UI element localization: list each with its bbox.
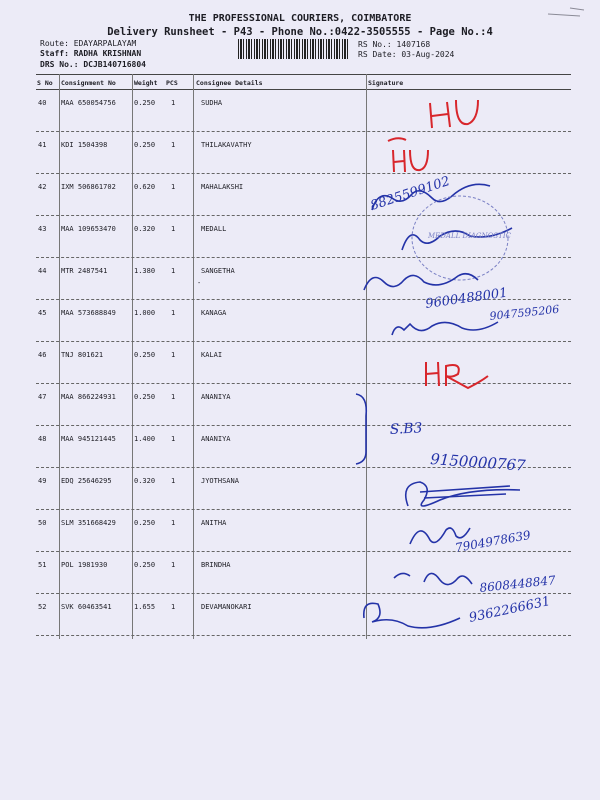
row-consignment: SVK 60463541 (61, 603, 112, 611)
row-consignment: MAA 109653470 (61, 225, 116, 233)
handwritten-phone: 7904978639 (454, 527, 532, 555)
row-consignee: ANANIYA (201, 393, 231, 401)
row-sno: 48 (38, 435, 47, 443)
mark-text: HU (435, 110, 455, 129)
row-sno: 50 (38, 519, 47, 527)
route-label: Route: EDAYARPALAYAM (40, 39, 137, 48)
handwritten-phone: 9047595206 (488, 302, 560, 323)
row-sno: 42 (38, 183, 47, 191)
row-consignee: ANITHA (201, 519, 227, 527)
row-sno: 40 (38, 99, 47, 107)
col-header-consignment: Consignment No (61, 79, 116, 87)
rs-date: RS Date: 03-Aug-2024 (358, 50, 455, 59)
row-weight: 0.320 (134, 225, 156, 233)
signature-scribble (364, 603, 460, 628)
handwritten-mark-hr (426, 362, 488, 390)
row-weight: 1.655 (134, 603, 156, 611)
company-title: THE PROFESSIONAL COURIERS, COIMBATORE (188, 13, 412, 24)
col-header-sno: S No (37, 79, 53, 87)
row-consignment: IXM 506861702 (61, 183, 116, 191)
row-weight: 1.380 (134, 267, 156, 275)
row-pcs: 1 (171, 393, 176, 401)
row-weight: 0.320 (134, 477, 156, 485)
row-pcs: 1 (171, 99, 176, 107)
row-weight: 0.250 (134, 519, 156, 527)
row-weight: 0.250 (134, 99, 156, 107)
col-header-pcs: PCS (166, 79, 178, 87)
handwritten-phone: 8825599102 (368, 173, 452, 214)
stamp-text: MEDALL DIAGNOSTIC (428, 232, 511, 240)
row-weight: 1.000 (134, 309, 156, 317)
row-sno: 51 (38, 561, 47, 569)
staff-label: Staff: RADHA KRISHNAN (40, 49, 142, 58)
row-pcs: 1 (171, 603, 176, 611)
runsheet-subtitle: Delivery Runsheet - P43 - Phone No.:0422-3505555 - Page No.:4 (107, 26, 493, 38)
row-weight: 0.250 (134, 141, 156, 149)
signature-scribble (420, 486, 510, 498)
row-pcs: 1 (171, 183, 176, 191)
row-pcs: 1 (171, 435, 176, 443)
signature-scribble (392, 322, 498, 335)
row-pcs: 1 (171, 141, 176, 149)
row-consignment: MAA 650054756 (61, 99, 116, 107)
row-consignment: EDQ 25646295 (61, 477, 112, 485)
row-consignee: SANGETHA (201, 267, 235, 275)
drs-number: DRS No.: DCJB140716804 (40, 60, 146, 69)
row-consignment: MTR 2487541 (61, 267, 108, 275)
mark-text: HU (393, 157, 413, 176)
handwritten-phone: 9600488001 (424, 285, 509, 312)
handwritten-mark-hu (388, 138, 428, 176)
row-consignee: BRINDHA (201, 561, 231, 569)
row-sno: 52 (38, 603, 47, 611)
handwritten-mark-hu (430, 100, 478, 129)
row-consignment: POL 1981930 (61, 561, 108, 569)
row-weight: 1.400 (134, 435, 156, 443)
row-consignee: DEVAMANOKARI (201, 603, 252, 611)
handwritten-phone: 9362266631 (467, 594, 552, 626)
row-sno: 41 (38, 141, 47, 149)
signature-scribble (364, 274, 478, 290)
row-sno: 44 (38, 267, 47, 275)
row-sno: 43 (38, 225, 47, 233)
row-consignee: KANAGA (201, 309, 227, 317)
row-consignment: MAA 945121445 (61, 435, 116, 443)
row-weight: 0.250 (134, 351, 156, 359)
row-consignee: JYOTHSANA (201, 477, 239, 485)
row-pcs: 1 (171, 267, 176, 275)
row-consignment: MAA 573688849 (61, 309, 116, 317)
handwritten-phone: 8608448847 (478, 573, 557, 595)
mark-text: HR (426, 371, 446, 390)
row-consignment: MAA 866224931 (61, 393, 116, 401)
row-consignment: KDI 1504398 (61, 141, 108, 149)
row-consignee: MAHALAKSHI (201, 183, 244, 191)
row-sno: 49 (38, 477, 47, 485)
row-consignee: ANANIYA (201, 435, 231, 443)
row-consignee: SUDHA (201, 99, 223, 107)
handwritten-phone: 9150000767 (429, 450, 527, 475)
row-sno: 47 (38, 393, 47, 401)
row-consignee: KALAI (201, 351, 223, 359)
row-pcs: 1 (171, 519, 176, 527)
row-pcs: 1 (171, 225, 176, 233)
row-consignment: SLM 351668429 (61, 519, 116, 527)
signature-bracket (356, 394, 366, 464)
col-header-signature: Signature (368, 79, 404, 87)
row-pcs: 1 (171, 351, 176, 359)
col-header-consignee: Consignee Details (196, 79, 263, 87)
row-consignee: MEDALL (201, 225, 227, 233)
row-sno: 45 (38, 309, 47, 317)
row-weight: 0.620 (134, 183, 156, 191)
handwritten-signature-text: S.B3 (389, 420, 423, 438)
row-consignee: THILAKAVATHY (201, 141, 252, 149)
row-sno: 46 (38, 351, 47, 359)
row-consignee-sub: - (197, 279, 202, 287)
row-weight: 0.250 (134, 393, 156, 401)
rs-number: RS No.: 1407168 (358, 40, 431, 49)
row-pcs: 1 (171, 477, 176, 485)
col-header-weight: Weight (134, 79, 158, 87)
row-weight: 0.250 (134, 561, 156, 569)
row-pcs: 1 (171, 561, 176, 569)
signature-scribble (394, 573, 472, 584)
row-consignment: TNJ 801621 (61, 351, 104, 359)
row-pcs: 1 (171, 309, 176, 317)
